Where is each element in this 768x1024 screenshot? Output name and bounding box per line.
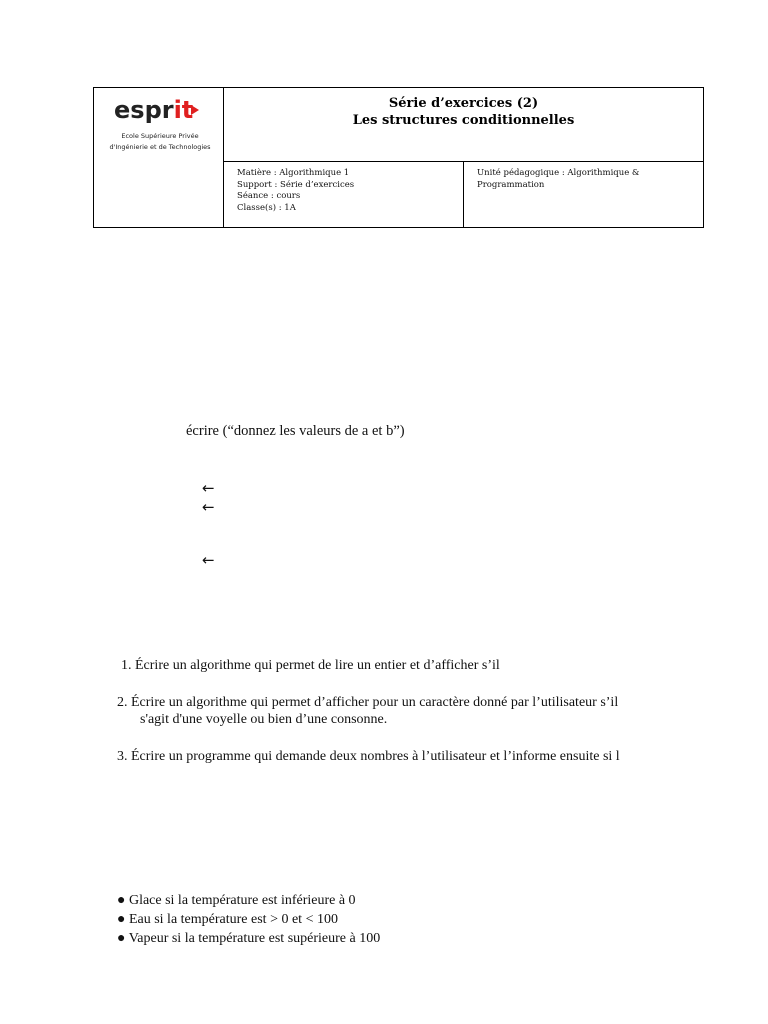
logo-play-icon [191, 105, 199, 115]
course-info [224, 162, 464, 227]
info-classe: Classe(s) : 1A [237, 202, 296, 213]
info-unite-cont: Programmation [477, 179, 545, 190]
exercise-1: 1. Écrire un algorithme qui permet de lire un entier et d’afficher s’il [121, 658, 500, 673]
bullet-glace: ● Glace si la température est inférieure à 0 [117, 893, 356, 908]
left-arrow-icon: ← [202, 479, 215, 497]
unit-info [464, 162, 703, 227]
left-arrow-icon: ← [202, 498, 215, 516]
code-write-line: écrire (“donnez les valeurs de a et b”) [186, 423, 405, 439]
bullet-vapeur: ● Vapeur si la température est supérieure à 100 [117, 931, 381, 946]
exercise-2-continuation: s'agit d'une voyelle ou bien d’une consonne. [140, 712, 388, 727]
info-seance: Séance : cours [237, 191, 301, 201]
info-unite: Unité pédagogique : Algorithmique & [477, 168, 640, 178]
left-arrow-icon: ← [202, 551, 215, 569]
info-matiere: Matière : Algorithmique 1 [237, 168, 350, 178]
exercise-3: 3. Écrire un programme qui demande deux nombres à l’utilisateur et l’informe ensuite si l [117, 749, 620, 764]
logo-caption: Ecole Supérieure Privée d'Ingénierie et de Technologies [109, 132, 211, 151]
logo-word-main: espr [114, 96, 174, 124]
esprit-logo [114, 96, 193, 124]
logo-word-accent: it [173, 96, 194, 124]
exercise-2: 2. Écrire un algorithme qui permet d’afficher pour un caractère donné par l’utilisateur s’il [117, 695, 619, 710]
title-cell [224, 88, 703, 162]
bullet-eau: ● Eau si la température est > 0 et < 100 [117, 912, 338, 927]
info-support: Support : Série d’exercices [237, 179, 355, 190]
logo-cell [94, 88, 224, 227]
document-title: Série d’exercices (2) [388, 96, 539, 111]
document-subtitle: Les structures conditionnelles [352, 113, 575, 128]
header-table [93, 87, 704, 228]
